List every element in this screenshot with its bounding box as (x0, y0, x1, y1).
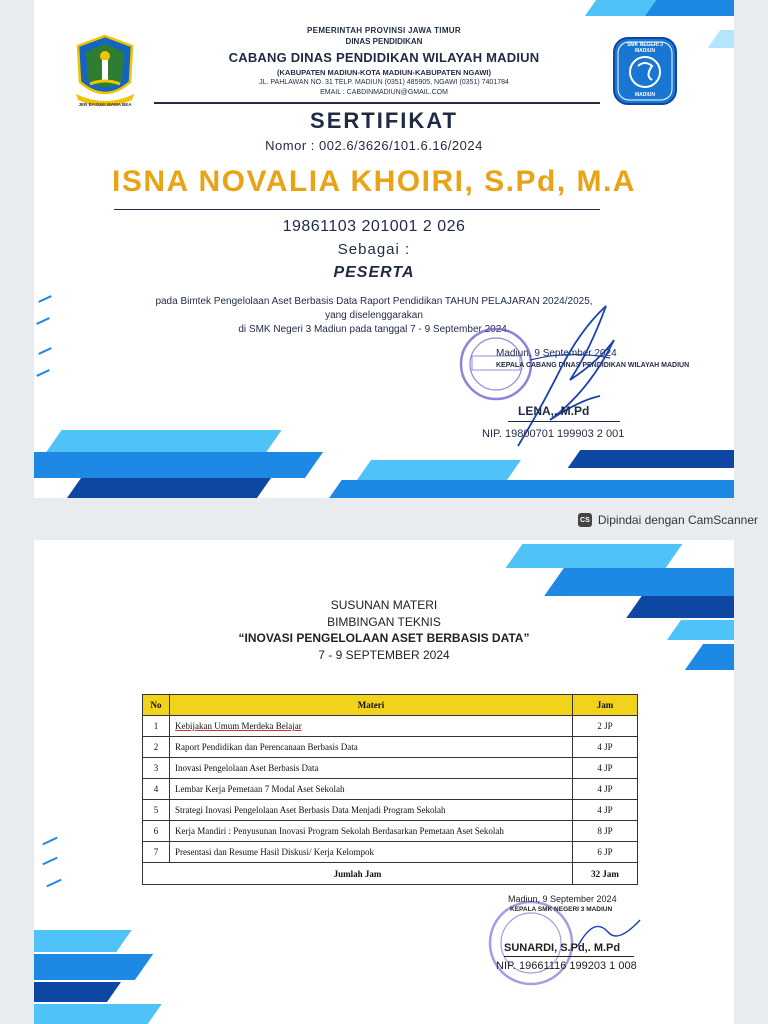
table-row (143, 779, 638, 800)
principal-nip: NIP. 19661116 199203 1 008 (496, 960, 637, 972)
decor-dash (36, 369, 50, 377)
row-materi: Raport Pendidikan dan Perencanaan Berbasis Data (170, 737, 573, 758)
decor-dash (38, 295, 52, 303)
row-no: 4 (143, 779, 170, 800)
signature-date: Madiun, 9 September 2024 (496, 348, 617, 359)
header-agency: DINAS PENDIDIKAN (345, 37, 423, 46)
decor-stripe (67, 478, 271, 498)
total-label: Jumlah Jam (143, 863, 573, 885)
table-row (143, 800, 638, 821)
signer-title: KEPALA CABANG DINAS PENDIDIKAN WILAYAH MADIUN (496, 362, 690, 369)
decor-stripe (544, 568, 734, 596)
decor-stripe (34, 954, 153, 980)
decor-stripe (34, 452, 323, 478)
row-materi: Presentasi dan Resume Hasil Diskusi/ Kerja Kelompok (170, 842, 573, 863)
column-header-no: No (143, 695, 170, 716)
row-materi: Kebijakan Umum Merdeka Belajar (170, 716, 573, 737)
decor-stripe (34, 1004, 162, 1024)
row-jam: 6 JP (573, 842, 638, 863)
recipient-role: PESERTA (333, 264, 415, 281)
row-jam: 4 JP (573, 779, 638, 800)
as-label: Sebagai : (337, 241, 411, 258)
certificate-number: Nomor : 002.6/3626/101.6.16/2024 (265, 138, 483, 153)
decor-stripe (708, 30, 734, 48)
camscanner-icon: CS (578, 513, 592, 527)
decor-stripe (506, 544, 683, 568)
materials-table (142, 694, 638, 885)
recipient-nip: 19861103 201001 2 026 (282, 218, 466, 235)
row-materi: Inovasi Pengelolaan Aset Berbasis Data (170, 758, 573, 779)
schedule-heading-4: 7 - 9 SEPTEMBER 2024 (318, 648, 450, 662)
schedule-heading-2: BIMBINGAN TEKNIS (327, 615, 441, 629)
total-row (143, 863, 638, 885)
schedule-page (34, 540, 734, 1024)
decor-dash (42, 837, 57, 846)
row-jam: 4 JP (573, 737, 638, 758)
row-no: 1 (143, 716, 170, 737)
column-header-jam: Jam (573, 695, 638, 716)
row-no: 6 (143, 821, 170, 842)
principal-name: SUNARDI, S.Pd,. M.Pd (504, 942, 621, 954)
decor-stripe (326, 480, 734, 498)
row-materi: Strategi Inovasi Pengelolaan Aset Berbasis Data Menjadi Program Sekolah (170, 800, 573, 821)
camscanner-text: Dipindai dengan CamScanner (597, 513, 758, 527)
principal-underline (504, 956, 634, 957)
name-underline (114, 209, 600, 210)
decor-dash (46, 879, 61, 888)
signer-name: LENA,. M.Pd (518, 404, 590, 418)
row-jam: 4 JP (573, 758, 638, 779)
decor-stripe (357, 460, 521, 480)
header-branch: CABANG DINAS PENDIDIKAN WILAYAH MADIUN (228, 50, 540, 65)
table-row (143, 821, 638, 842)
table-row (143, 842, 638, 863)
decor-stripe (34, 982, 121, 1002)
certificate-title: SERTIFIKAT (310, 108, 458, 133)
table-header-row (143, 695, 638, 716)
header-divider (154, 102, 600, 104)
header-email: EMAIL : CABDINMADIUN@GMAIL.COM (320, 89, 448, 96)
school-logo-label: SMK NEGERI 3 MADIUN (627, 42, 663, 54)
table-row (143, 758, 638, 779)
row-no: 7 (143, 842, 170, 863)
row-no: 3 (143, 758, 170, 779)
row-no: 2 (143, 737, 170, 758)
table-row (143, 737, 638, 758)
decor-stripe (645, 0, 734, 16)
principal-title: KEPALA SMK NEGERI 3 MADIUN (510, 906, 613, 913)
signer-underline (508, 421, 620, 422)
description-line-2: yang diselenggarakan (325, 310, 423, 321)
school-logo-bottom-label: MADIUN (635, 92, 655, 98)
decor-stripe (46, 430, 281, 452)
east-java-province-logo-icon (74, 34, 136, 106)
signer-nip: NIP. 19800701 199903 2 001 (482, 428, 625, 440)
header-address: JL. PAHLAWAN NO. 31 TELP. MADIUN (0351) 485905, NGAWI (0351) 7401784 (259, 79, 509, 86)
description-line-3: di SMK Negeri 3 Madiun pada tanggal 7 - 9 September 2024. (238, 324, 510, 335)
decor-dash (42, 857, 57, 866)
table-row (143, 716, 638, 737)
column-header-materi: Materi (170, 695, 573, 716)
gov-logo-motto: JER BASUKI MAWA BEA (78, 102, 132, 107)
row-materi: Lembar Kerja Pemetaan 7 Modal Aset Sekolah (170, 779, 573, 800)
decor-dash (36, 317, 50, 325)
camscanner-watermark (578, 513, 758, 527)
schedule-heading-1: SUSUNAN MATERI (330, 598, 438, 612)
row-jam: 8 JP (573, 821, 638, 842)
recipient-name: ISNA NOVALIA KHOIRI, S.Pd, M.A (112, 165, 636, 198)
decor-dash (38, 347, 52, 355)
certificate-page (34, 0, 734, 498)
row-materi: Kerja Mandiri : Penyusunan Inovasi Program Sekolah Berdasarkan Pemetaan Aset Sekolah (170, 821, 573, 842)
principal-signature-date: Madiun, 9 September 2024 (508, 894, 617, 904)
header-government: PEMERINTAH PROVINSI JAWA TIMUR (307, 26, 461, 35)
row-jam: 4 JP (573, 800, 638, 821)
schedule-heading-3: “INOVASI PENGELOLAAN ASET BERBASIS DATA” (238, 631, 530, 645)
description-line-1: pada Bimtek Pengelolaan Aset Berbasis Data Raport Pendidikan TAHUN PELAJARAN 2024/2025, (155, 296, 593, 307)
row-jam: 2 JP (573, 716, 638, 737)
header-region: (KABUPATEN MADIUN-KOTA MADIUN-KABUPATEN NGAWI) (276, 68, 491, 77)
total-value: 32 Jam (573, 863, 638, 885)
row-no: 5 (143, 800, 170, 821)
decor-stripe (34, 930, 132, 952)
decor-stripe (568, 450, 734, 468)
